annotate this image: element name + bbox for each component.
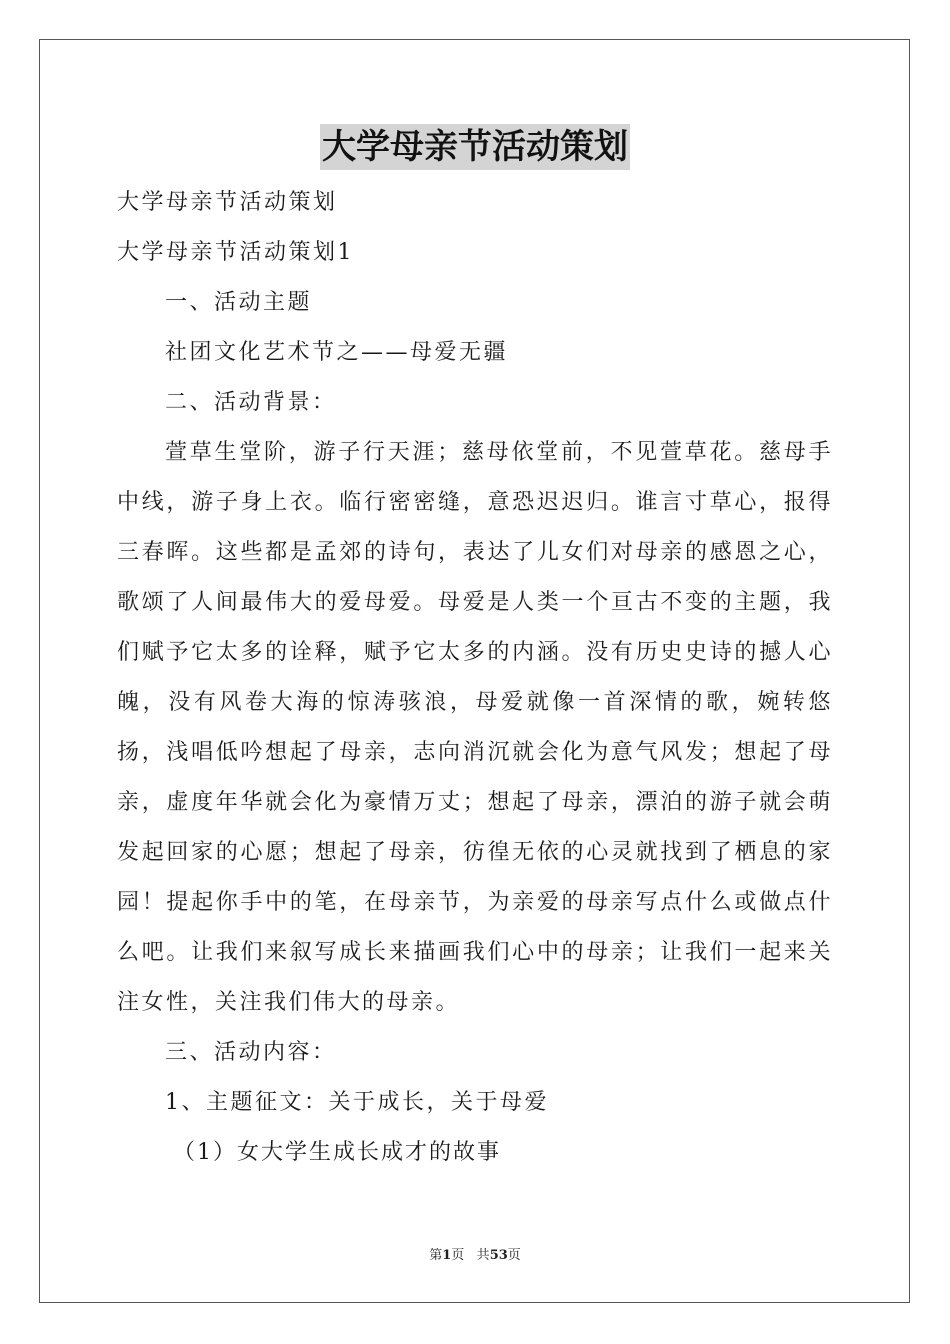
list-subitem-story: （1）女大学生成长成才的故事 bbox=[173, 1140, 501, 1165]
list-item-essay: 1、主题征文：关于成长，关于母爱 bbox=[165, 1090, 549, 1115]
heading-activity-theme: 一、活动主题 bbox=[165, 290, 313, 315]
page-suffix: 页 bbox=[451, 1248, 465, 1263]
page-number: 1 bbox=[442, 1248, 452, 1263]
document-body bbox=[117, 178, 833, 1178]
paragraph-theme-text: 社团文化艺术节之——母爱无疆 bbox=[165, 340, 509, 365]
document-title: 大学母亲节活动策划 bbox=[320, 124, 630, 170]
paragraph-section-title: 大学母亲节活动策划1 bbox=[117, 240, 354, 265]
total-suffix: 页 bbox=[507, 1248, 521, 1263]
title-container bbox=[0, 124, 950, 170]
total-prefix: 共 bbox=[476, 1248, 490, 1263]
page-prefix: 第 bbox=[429, 1248, 443, 1263]
paragraph-background-text: 萱草生堂阶，游子行天涯；慈母依堂前，不见萱草花。慈母手中线，游子身上衣。临行密密缝，意恐迟迟归。谁言寸草心，报得三春晖。这些都是孟郊的诗句，表达了儿女们对母亲的感恩之心，歌颂了人间最伟大的爱母爱。母爱是人类一个亘古不变的主题，我们赋予它太多的诠释，赋予它太多的内涵。没有历史史诗的撼人心魄，没有风卷大海的惊涛骇浪，母爱就像一首深情的歌，婉转悠扬，浅唱低吟想起了母亲，志向消沉就会化为意气风发；想起了母亲，虚度年华就会化为豪情万丈；想起了母亲，漂泊的游子就会萌发起回家的心愿；想起了母亲，彷徨无依的心灵就找到了栖息的家园！提起你手中的笔，在母亲节，为亲爱的母亲写点什么或做点什么吧。让我们来叙写成长来描画我们心中的母亲；让我们一起来关注女性，关注我们伟大的母亲。 bbox=[117, 440, 833, 1015]
heading-activity-background: 二、活动背景： bbox=[165, 390, 337, 415]
page-footer bbox=[0, 1246, 950, 1266]
heading-activity-content: 三、活动内容： bbox=[165, 1040, 337, 1065]
paragraph-doc-name: 大学母亲节活动策划 bbox=[117, 190, 338, 215]
total-pages: 53 bbox=[489, 1248, 508, 1263]
